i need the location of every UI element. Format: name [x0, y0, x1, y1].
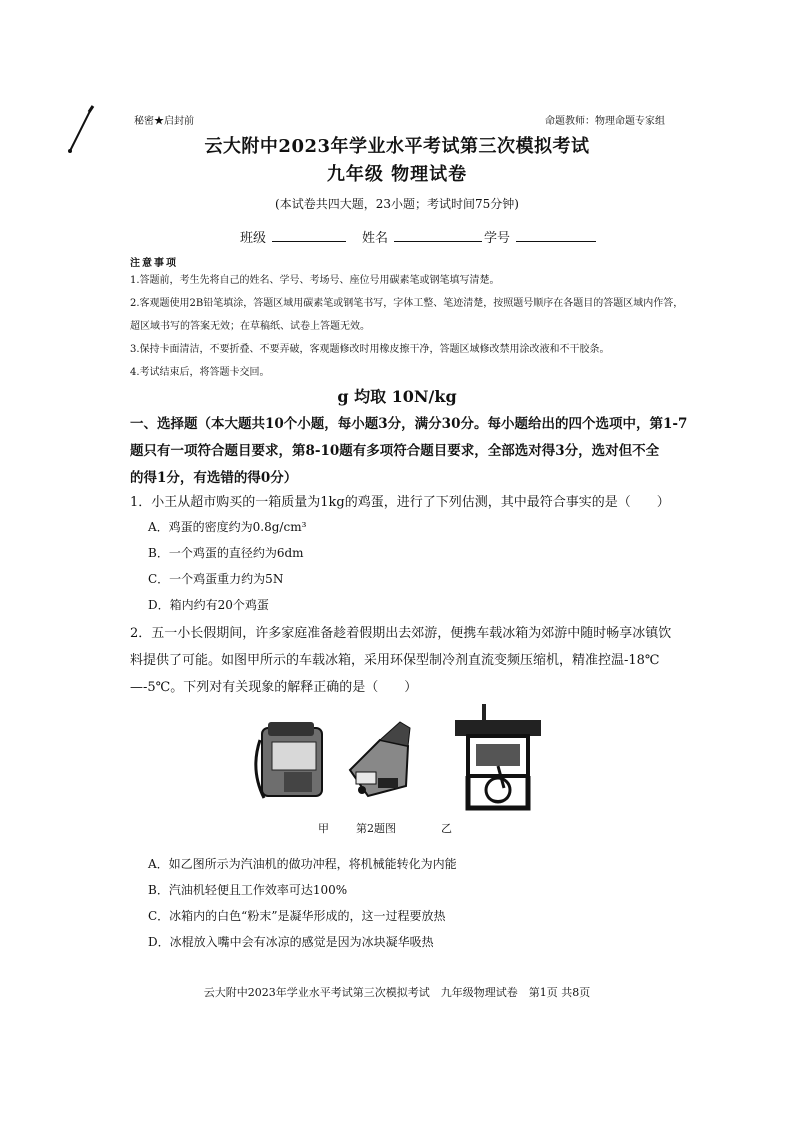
- engine-cylinder-image: [455, 704, 541, 808]
- section-heading-line: 题只有一项符合题目要求，第8-10题有多项符合题目要求，全部选对得3分，选对但不全: [130, 443, 660, 459]
- notice-item: 2.客观题使用2B铅笔填涂，答题区域用碳素笔或钢笔书写，字体工整、笔迹清楚，按照题号顺序在各题目的答题区域内作答，: [130, 298, 684, 309]
- question-2-option-b: B．汽油机轻便且工作效率可达100%: [148, 883, 348, 897]
- figure-caption: 第2题图: [356, 822, 396, 835]
- notice-item: 超区域书写的答案无效；在草稿纸、试卷上答题无效。: [130, 321, 370, 332]
- question-2-line: —-5℃。下列对有关现象的解释正确的是（ ）: [130, 680, 418, 695]
- car-fridge-image: [256, 722, 322, 798]
- g-value-note: g 均取 10N/kg: [337, 387, 457, 406]
- exam-info: (本试卷共四大题，23小题；考试时间75分钟): [275, 197, 519, 211]
- question-2-option-d: D．冰棍放入嘴中会有冰凉的感觉是因为冰块凝华吸热: [148, 935, 434, 949]
- class-field[interactable]: [272, 227, 346, 242]
- id-field[interactable]: [516, 227, 596, 242]
- question-2-line: 料提供了可能。如图甲所示的车载冰箱，采用环保型制冷剂直流变频压缩机，精准控温-18℃: [130, 653, 660, 668]
- student-info-fields: [240, 227, 612, 246]
- question-2-option-c: C．冰箱内的白色“粉末”是凝华形成的，这一过程要放热: [148, 909, 446, 923]
- section-heading: [130, 411, 715, 492]
- question-2-figure: [250, 700, 580, 815]
- exam-subject-title: 九年级 物理试卷: [326, 164, 468, 185]
- id-label: 学号: [484, 231, 511, 246]
- question-1-option-a: A．鸡蛋的密度约为0.8g/cm³: [148, 520, 307, 534]
- section-heading-line: 的得1分，有选错的得0分）: [130, 470, 298, 486]
- notice-item: 4.考试结束后，将答题卡交回。: [130, 367, 270, 378]
- question-1-option-c: C．一个鸡蛋重力约为5N: [148, 572, 284, 586]
- name-field[interactable]: [394, 227, 482, 242]
- exam-title: 云大附中2023年学业水平考试第三次模拟考试: [204, 136, 590, 157]
- figure-label-yi: 乙: [441, 822, 452, 835]
- question-2-option-a: A．如乙图所示为汽油机的做功冲程，将机械能转化为内能: [148, 857, 457, 871]
- question-setter: 命题教师：物理命题专家组: [545, 116, 665, 127]
- notice-item: 1.答题前，考生先将自己的姓名、学号、考场号、座位号用碳素笔或钢笔填写清楚。: [130, 275, 500, 286]
- question-1-stem: 1．小王从超市购买的一箱质量为1kg的鸡蛋，进行了下列估测，其中最符合事实的是（ ）: [130, 495, 670, 510]
- question-2-stem: [130, 620, 715, 701]
- notice-item: 3.保持卡面清洁，不要折叠、不要弄破，客观题修改时用橡皮擦干净，答题区域修改禁用涂改液和不干胶条。: [130, 344, 610, 355]
- question-2-line: 2．五一小长假期间，许多家庭准备趁着假期出去郊游，便携车载冰箱为郊游中随时畅享冰镇饮: [130, 626, 672, 641]
- confidential-label: 秘密★启封前: [134, 116, 194, 127]
- car-fridge-open-image: [350, 722, 410, 796]
- question-1-option-b: B．一个鸡蛋的直径约为6dm: [148, 546, 304, 560]
- question-1-option-d: D．箱内约有20个鸡蛋: [148, 598, 269, 612]
- class-label: 班级: [240, 231, 267, 246]
- notice-title: 注意事项: [130, 258, 178, 269]
- page-footer: 云大附中2023年学业水平考试第三次模拟考试 九年级物理试卷 第1页 共8页: [203, 986, 591, 999]
- figure-label-jia: 甲: [318, 822, 329, 835]
- section-heading-line: 一、选择题（本大题共10个小题，每小题3分，满分30分。每小题给出的四个选项中，第1-7: [130, 416, 688, 432]
- name-label: 姓名: [362, 231, 389, 246]
